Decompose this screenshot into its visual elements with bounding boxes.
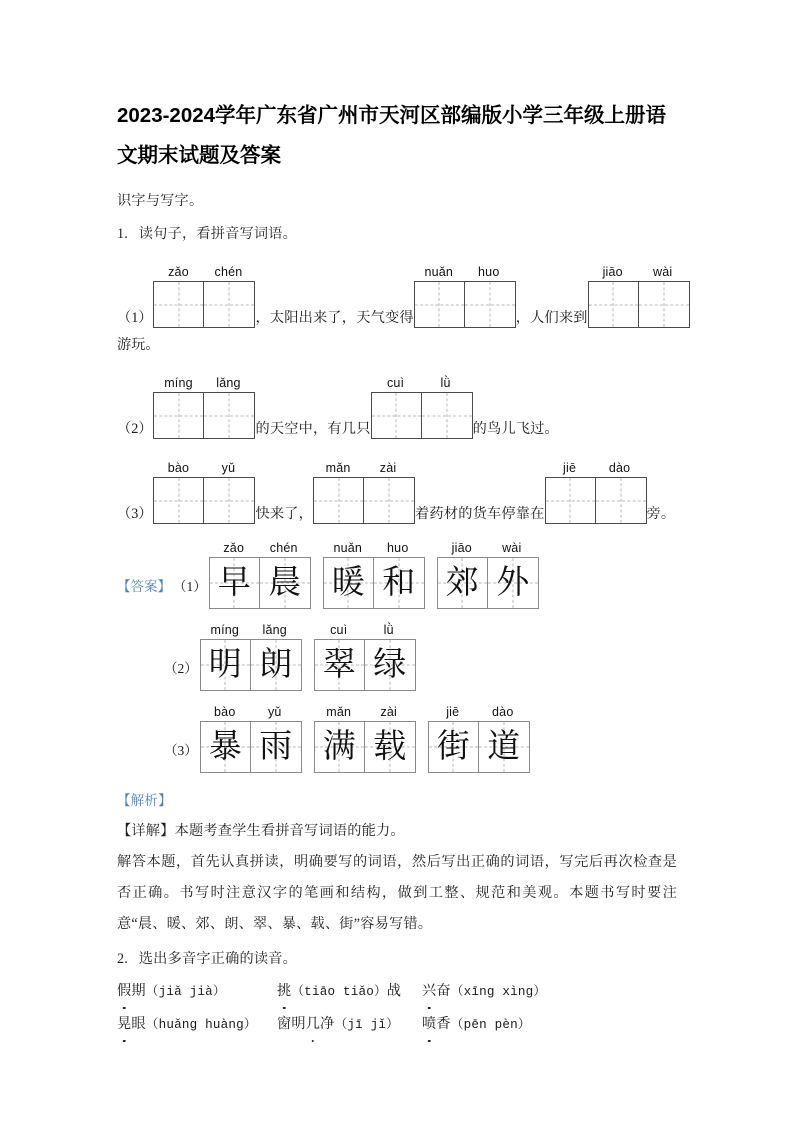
polyphonic-row-2 — [117, 1008, 677, 1041]
sentence-fragment: 着药材的货车停靠在 — [415, 506, 545, 522]
page-title: 2023-2024学年广东省广州市天河区部编版小学三年级上册语文期末试题及答案 — [117, 104, 667, 167]
answer-char: 雨 — [259, 728, 293, 765]
tianzige-box-filled — [428, 721, 530, 773]
pinyin-label: huo — [387, 541, 409, 555]
answer-char: 满 — [322, 728, 356, 765]
answer-char: 绿 — [373, 646, 407, 683]
question-1-row-1 — [117, 264, 677, 328]
answer-char: 暴 — [208, 728, 242, 765]
tianzige-cell[interactable] — [204, 282, 254, 327]
answer-grid-man-zai — [314, 704, 416, 773]
dotted-char: 晃 — [117, 1008, 131, 1040]
answer-grid-nuan-huo — [323, 540, 425, 609]
polyphonic-item-penxiang[interactable] — [422, 1008, 582, 1041]
tianzige-cell — [365, 722, 415, 772]
pinyin-label: dào — [492, 705, 514, 719]
pinyin-label: cuì — [386, 376, 405, 390]
pinyin-grid-bao-yu[interactable] — [153, 460, 255, 524]
pinyin-label: wài — [653, 265, 673, 279]
polyphonic-item-tiaozhan[interactable] — [277, 975, 422, 1008]
pinyin-label: wài — [502, 541, 522, 555]
tianzige-box[interactable] — [153, 281, 255, 328]
poly-pinyin-options: （huǎng huàng） — [145, 1018, 257, 1032]
tianzige-cell — [315, 640, 365, 690]
poly-after: 战 — [386, 983, 402, 999]
poly-suffix: 眼 — [131, 1016, 146, 1032]
row-label-1: （1） — [117, 310, 153, 326]
sentence-fragment: 旁。 — [646, 506, 676, 522]
tianzige-cell[interactable] — [465, 282, 515, 327]
pinyin-label: jiē — [562, 461, 577, 475]
tianzige-cell[interactable] — [589, 282, 639, 327]
answer-char: 郊 — [445, 564, 479, 601]
pinyin-label: jiāo — [602, 265, 623, 279]
answer-char: 朗 — [259, 646, 293, 683]
pinyin-grid-man-zai[interactable] — [313, 460, 415, 524]
pinyin-label: dào — [608, 461, 631, 475]
answer-char: 早 — [217, 564, 251, 601]
pinyin-label: nuǎn — [424, 265, 454, 279]
poly-suffix: 奋 — [436, 983, 451, 999]
answer-row-number: （3） — [164, 743, 198, 758]
tianzige-cell[interactable] — [154, 282, 204, 327]
pinyin-grid-ming-lang[interactable] — [153, 375, 255, 439]
tianzige-cell[interactable] — [639, 282, 689, 327]
analysis-body: 解答本题，首先认真拼读，明确要写的词语，然后写出正确的词语，写完后再次检查是否正确。书写时注意汉字的笔画和结构，做到工整、规范和美观。本题书写时要注意“晨、暖、郊、朗、翠、暴、载、街”容易写错。 — [117, 854, 677, 932]
tianzige-box-filled — [209, 557, 311, 609]
answer-char: 载 — [373, 728, 407, 765]
pinyin-label: lǜ — [440, 376, 451, 390]
tianzige-cell — [201, 640, 251, 690]
pinyin-label: lǜ — [383, 623, 394, 637]
question-2-prompt — [117, 944, 677, 975]
tianzige-cell — [374, 558, 424, 608]
pinyin-grid-zao-chen[interactable] — [153, 264, 255, 328]
tianzige-cell[interactable] — [364, 478, 414, 523]
pinyin-label: lǎng — [262, 623, 287, 637]
polyphonic-item-jiaqi[interactable] — [117, 975, 277, 1008]
question-2-prompt-text: 选出多音字正确的读音。 — [138, 951, 298, 967]
answer-char: 道 — [487, 728, 521, 765]
pinyin-grid-jie-dao[interactable] — [545, 460, 647, 524]
answer-grid-bao-yu — [200, 704, 302, 773]
answer-char: 街 — [436, 728, 470, 765]
answer-char: 暖 — [331, 564, 365, 601]
tianzige-cell — [365, 640, 415, 690]
pinyin-label: chén — [214, 265, 243, 279]
tianzige-cell[interactable] — [154, 393, 204, 438]
pinyin-grid-nuan-huo[interactable] — [414, 264, 516, 328]
tianzige-cell — [488, 558, 538, 608]
pinyin-label: lǎng — [216, 376, 241, 390]
pinyin-label: bào — [167, 461, 190, 475]
analysis-detail-text: 本题考查学生看拼音写词语的能力。 — [174, 823, 405, 839]
question-1-prompt-text: 读句子，看拼音写词语。 — [138, 226, 298, 242]
pinyin-grid-jiao-wai[interactable] — [588, 264, 690, 328]
tianzige-cell — [324, 558, 374, 608]
pinyin-label: mǎn — [326, 705, 352, 719]
pinyin-grid-cui-lv[interactable] — [371, 375, 473, 439]
pinyin-label: zài — [380, 705, 398, 719]
poly-pinyin-options: （xīng xìng） — [450, 985, 547, 999]
pinyin-label: cuì — [330, 623, 348, 637]
polyphonic-item-huangyan[interactable] — [117, 1008, 277, 1041]
tianzige-cell[interactable] — [596, 478, 646, 523]
tianzige-box[interactable] — [588, 281, 690, 328]
polyphonic-item-xingfen[interactable] — [422, 975, 582, 1008]
pinyin-label: yǔ — [221, 461, 236, 475]
pinyin-label: míng — [210, 623, 240, 637]
answer-row-2 — [117, 622, 677, 691]
pinyin-label: zǎo — [223, 541, 245, 555]
tianzige-cell — [438, 558, 488, 608]
tianzige-box[interactable] — [313, 477, 415, 524]
pinyin-label: huo — [478, 265, 500, 279]
answer-char: 明 — [208, 646, 242, 683]
poly-suffix: 净 — [320, 1016, 335, 1032]
tianzige-box-filled — [437, 557, 539, 609]
poly-pinyin-options: （tiāo tiǎo） — [291, 985, 387, 999]
tianzige-cell — [201, 722, 251, 772]
sentence-fragment: 快来了， — [255, 506, 314, 522]
polyphonic-item-chuangmingjijing[interactable] — [277, 1008, 422, 1041]
pinyin-label: bào — [214, 705, 236, 719]
tianzige-cell — [251, 640, 301, 690]
tianzige-box[interactable] — [371, 392, 473, 439]
document-content — [117, 96, 677, 1041]
dotted-char: 喷 — [422, 1008, 436, 1040]
answer-grid-ming-lang — [200, 622, 302, 691]
answer-row-3 — [117, 704, 677, 773]
tianzige-box-filled — [314, 639, 416, 691]
analysis-detail-label: 【详解】 — [117, 823, 175, 839]
pinyin-label: mǎn — [325, 461, 351, 475]
sentence-fragment: 的鸟儿飞过。 — [472, 421, 559, 437]
answer-char: 翠 — [322, 646, 356, 683]
question-1-number: 1. — [117, 226, 129, 242]
poly-pinyin-options: （jī jǐ） — [334, 1018, 399, 1032]
answer-grid-zao-chen — [209, 540, 311, 609]
tianzige-cell[interactable] — [372, 393, 422, 438]
pinyin-label: yǔ — [267, 705, 282, 719]
tianzige-cell — [251, 722, 301, 772]
pinyin-label: zǎo — [168, 265, 189, 279]
poly-pinyin-options: （jiǎ jià） — [145, 985, 226, 999]
pinyin-label: míng — [164, 376, 193, 390]
tianzige-cell — [210, 558, 260, 608]
answer-char: 和 — [382, 564, 416, 601]
tianzige-cell — [315, 722, 365, 772]
answer-grid-jie-dao — [428, 704, 530, 773]
question-2-number: 2. — [117, 951, 129, 967]
tianzige-box-filled — [200, 721, 302, 773]
answer-char: 晨 — [268, 564, 302, 601]
answer-grid-jiao-wai — [437, 540, 539, 609]
tianzige-box[interactable] — [545, 477, 647, 524]
dotted-char: 兴 — [422, 975, 436, 1007]
tianzige-box-filled — [200, 639, 302, 691]
poly-prefix: 窗明 — [277, 1016, 306, 1032]
question-1-row-2 — [117, 375, 677, 439]
sentence-fragment: 的天空中，有几只 — [255, 421, 371, 437]
answer-row-number: （1） — [173, 579, 207, 594]
pinyin-label: zài — [379, 461, 397, 475]
row-label-3: （3） — [117, 506, 153, 522]
answer-row-number: （2） — [164, 661, 198, 676]
tianzige-box[interactable] — [414, 281, 516, 328]
tianzige-cell[interactable] — [546, 478, 596, 523]
sentence-fragment: ，太阳出来了，天气变得 — [255, 310, 414, 326]
poly-suffix: 香 — [436, 1016, 451, 1032]
tianzige-cell[interactable] — [204, 478, 254, 523]
dotted-char: 假 — [117, 975, 131, 1007]
tianzige-box[interactable] — [153, 477, 255, 524]
section-heading: 识字与写字。 — [117, 193, 204, 209]
tianzige-box-filled — [323, 557, 425, 609]
answer-label: 【答案】 — [117, 579, 171, 594]
tianzige-cell[interactable] — [204, 393, 254, 438]
pinyin-label: jiāo — [451, 541, 472, 555]
analysis-label: 【解析】 — [117, 793, 172, 808]
answer-char: 外 — [496, 564, 530, 601]
sentence-fragment: ，人们来到 — [515, 310, 588, 326]
answer-grid-cui-lv — [314, 622, 416, 691]
dotted-char: 几 — [306, 1008, 320, 1040]
tianzige-box[interactable] — [153, 392, 255, 439]
question-1-prompt — [117, 219, 677, 250]
poly-suffix: 期 — [131, 983, 146, 999]
tianzige-cell[interactable] — [422, 393, 472, 438]
tianzige-cell[interactable] — [154, 478, 204, 523]
poly-pinyin-options: （pēn pèn） — [450, 1018, 531, 1032]
pinyin-label: jiē — [446, 705, 460, 719]
pinyin-label: nuǎn — [333, 541, 363, 555]
tianzige-box-filled — [314, 721, 416, 773]
polyphonic-row-1 — [117, 975, 677, 1008]
tianzige-cell — [260, 558, 310, 608]
answer-row-1 — [117, 540, 677, 609]
tianzige-cell[interactable] — [415, 282, 465, 327]
dotted-char: 挑 — [277, 975, 291, 1007]
row-label-2: （2） — [117, 421, 153, 437]
question-1-row-1-tail: 游玩。 — [117, 337, 160, 353]
question-1-row-3 — [117, 460, 677, 524]
tianzige-cell[interactable] — [314, 478, 364, 523]
tianzige-cell — [429, 722, 479, 772]
analysis-detail — [117, 816, 677, 847]
pinyin-label: chén — [269, 541, 298, 555]
tianzige-cell — [479, 722, 529, 772]
